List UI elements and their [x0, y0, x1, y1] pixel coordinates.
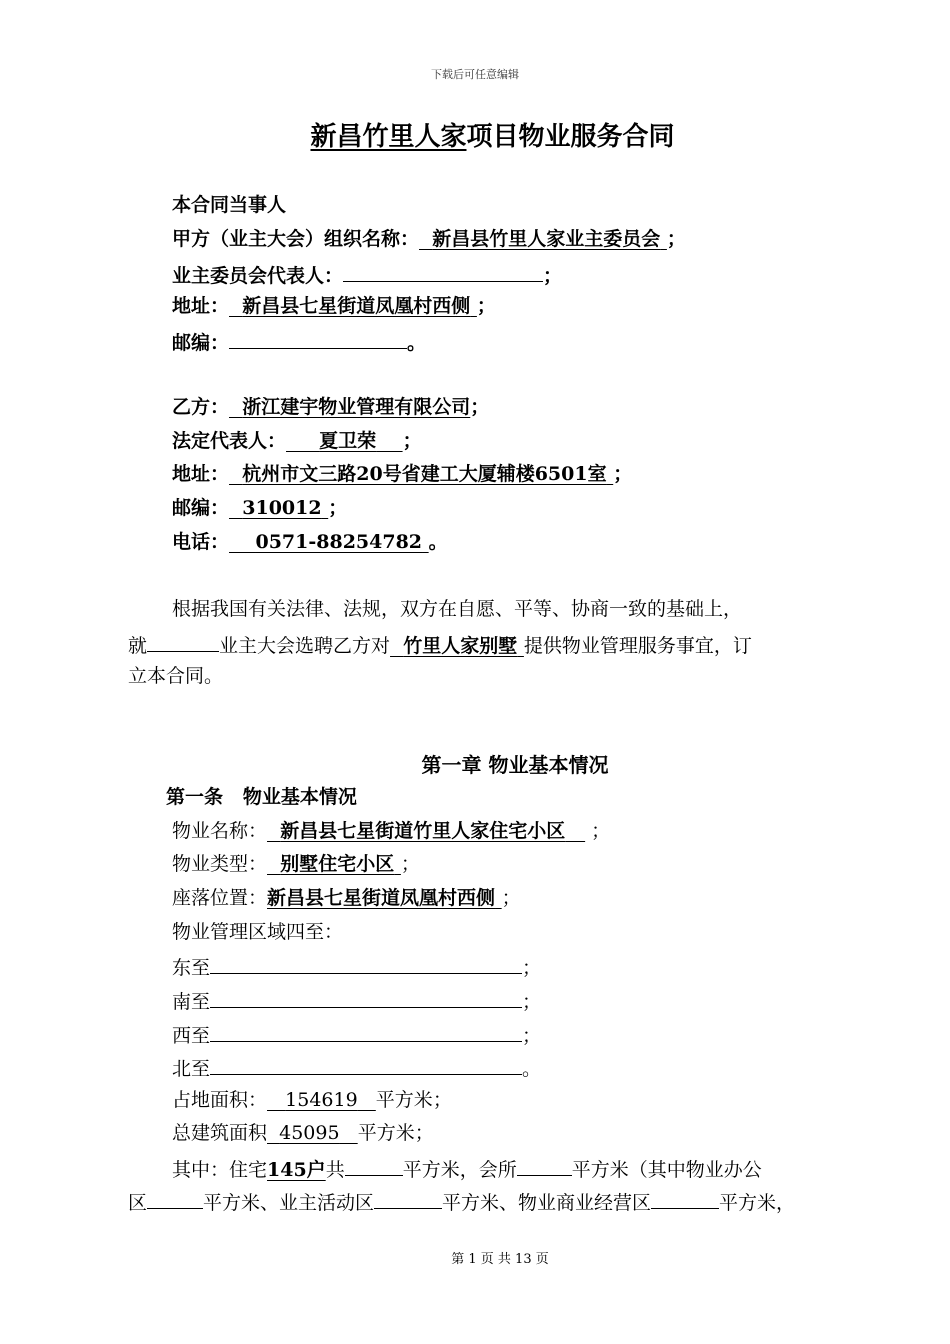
legal-rep-name: 夏卫荣 [319, 430, 377, 452]
area-boundary-label: 物业管理区域四至： [172, 921, 344, 943]
postcode-blank [229, 328, 407, 349]
land-area-row: 占地面积： 154619 平方米； [172, 1089, 452, 1111]
boundary-north: 北至 。 [172, 1054, 541, 1081]
rep-row: 业主委员会代表人： ； [172, 261, 562, 288]
rep-blank [343, 261, 543, 282]
boundary-west: 西至 ； [172, 1021, 541, 1048]
west-blank [210, 1021, 522, 1042]
intro-blank [147, 631, 219, 652]
address-label: 地址： [172, 295, 230, 317]
legal-rep-row: 法定代表人： 夏卫荣 ； [172, 430, 422, 452]
intro-line-2: 就 业主大会选聘乙方对 竹里人家别墅 提供物业管理服务事宜，订 [128, 631, 752, 658]
residential-area-blank [345, 1155, 403, 1176]
party-b-phone: 0571-88254782 [255, 531, 423, 553]
page-footer: 第 1 页 共 13 页 [451, 1252, 549, 1267]
party-a-row: 甲方（业主大会）组织名称： 新昌县竹里人家业主委员会 ； [172, 228, 686, 250]
property-name-row: 物业名称： 新昌县七星街道竹里人家住宅小区 ； [172, 820, 611, 842]
composition-row-2: 区 平方米、业主活动区 平方米、物业商业经营区 平方米， [128, 1188, 795, 1215]
households: 145户 [267, 1159, 326, 1181]
party-a-label: 甲方（业主大会）组织名称： [172, 228, 420, 250]
intro-project: 竹里人家别墅 [403, 635, 518, 657]
party-b-label: 乙方： [172, 396, 230, 418]
party-b-phone-row: 电话： 0571-88254782 。 [172, 531, 448, 553]
property-type-row: 物业类型： 别墅住宅小区 ； [172, 853, 420, 875]
postcode-label: 邮编： [172, 332, 230, 354]
property-location-row: 座落位置：新昌县七星街道凤凰村西侧 ； [172, 887, 521, 909]
party-b-name: 浙江建宇物业管理有限公司 [242, 396, 471, 418]
property-name: 新昌县七星街道竹里人家住宅小区 [280, 820, 566, 842]
activity-blank [374, 1188, 442, 1209]
east-blank [210, 953, 522, 974]
legal-rep-label: 法定代表人： [172, 430, 287, 452]
party-b-postcode: 310012 [242, 497, 322, 519]
party-b-row: 乙方： 浙江建宇物业管理有限公司； [172, 396, 490, 418]
intro-line-3: 立本合同。 [128, 665, 224, 687]
office-blank [147, 1188, 203, 1209]
title-project-name: 新昌竹里人家 [310, 122, 467, 152]
phone-label: 电话： [172, 531, 230, 553]
north-blank [210, 1054, 522, 1075]
article-1-heading: 第一条 物业基本情况 [166, 786, 357, 808]
party-b-address: 杭州市文三路20号省建工大厦辅楼6501室 [242, 463, 607, 485]
rep-label: 业主委员会代表人： [172, 265, 344, 287]
property-location: 新昌县七星街道凤凰村西侧 [267, 887, 496, 909]
party-a-name: 新昌县竹里人家业主委员会 [432, 228, 661, 250]
parties-heading: 本合同当事人 [172, 194, 287, 216]
party-b-address-row: 地址： 杭州市文三路20号省建工大厦辅楼6501室 ； [172, 463, 633, 485]
chapter-1-heading: 第一章 物业基本情况 [421, 753, 609, 777]
party-a-postcode-row: 邮编： 。 [172, 328, 426, 355]
clubhouse-blank [517, 1155, 572, 1176]
boundary-south: 南至 ； [172, 987, 541, 1014]
building-area-row: 总建筑面积 45095 平方米； [172, 1122, 434, 1144]
party-a-address: 新昌县七星街道凤凰村西侧 [242, 295, 471, 317]
document-title [0, 116, 950, 153]
property-type: 别墅住宅小区 [280, 853, 395, 875]
party-b-postcode-row: 邮编： 310012 ； [172, 497, 348, 519]
commercial-blank [651, 1188, 719, 1209]
composition-row-1: 其中：住宅145户共 平方米，会所 平方米（其中物业办公 [172, 1155, 762, 1182]
south-blank [210, 987, 522, 1008]
title-rest: 项目物业服务合同 [466, 122, 675, 152]
intro-line-1: 根据我国有关法律、法规，双方在自愿、平等、协商一致的基础上， [172, 598, 743, 620]
header-note: 下载后可任意编辑 [431, 68, 519, 81]
party-a-address-row: 地址： 新昌县七星街道凤凰村西侧 ； [172, 295, 496, 317]
building-area-value: 45095 [279, 1122, 340, 1144]
land-area-value: 154619 [285, 1089, 358, 1111]
boundary-east: 东至 ； [172, 953, 541, 980]
